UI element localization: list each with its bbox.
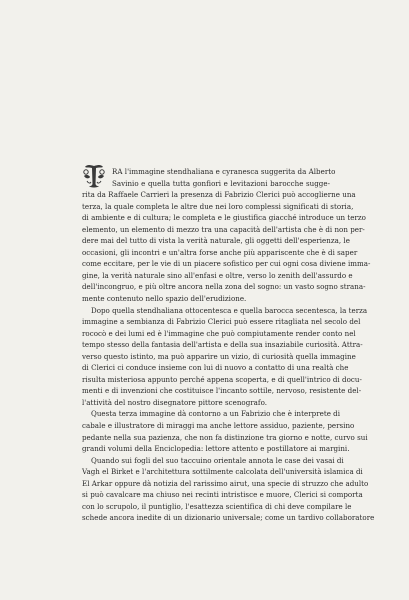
text-line: l'attività del nostro disegnatore pittore scenografo.	[82, 397, 268, 407]
text-line: mente contenuto nello spazio dell'erudizione.	[82, 294, 247, 304]
drop-cap-letter: T	[83, 164, 84, 165]
text-line: rococò e dei lumi ed è l'immagine che può compiutamente render conto nel	[82, 328, 356, 338]
body-text	[82, 166, 375, 524]
paragraph-2	[82, 305, 368, 409]
text-line: cabale e illustratore di miraggi ma anche lettore assiduo, paziente, persino	[82, 421, 355, 431]
text-line: grandi volumi della Enciclopedia: lettore attento e postillatore ai margini.	[82, 444, 350, 454]
text-line: di ambiente e di cultura; le completa e le giustifica giacché introduce un terzo	[82, 213, 366, 223]
text-line: dell'incongruo, e più oltre ancora nella zona del sogno: un vasto sogno strana-	[82, 282, 366, 292]
text-line: schede ancora inedite di un dizionario universale; come un tardivo collaboratore	[82, 513, 375, 523]
text-line: Vagh el Birket e l'architettura sottilmente calcolata dell'università islamica di	[82, 467, 363, 477]
text-line: gine, la verità naturale sino all'enfasi e oltre, verso lo zenith dell'assurdo e	[82, 270, 353, 280]
text-line: Dopo quella stendhaliana ottocentesca e quella barocca secentesca, la terza	[91, 305, 368, 315]
text-line: Questa terza immagine dà contorno a un Fabrizio che è interprete di	[91, 409, 341, 419]
text-line: occasioni, gli incontri e un'altra forse anche più appariscente che è di saper	[82, 247, 358, 257]
text-line: El Arkar oppure dà notizia del rarissimo airut, una specie di struzzo che adulto	[82, 478, 369, 488]
paragraph-1	[82, 166, 371, 305]
text-line: tempo stesso della fantasia dell'artista e della sua insaziabile curiosità. Attra-	[82, 340, 363, 350]
text-line: pedante nella sua pazienza, che non fa distinzione tra giorno e notte, curvo sui	[82, 432, 368, 442]
text-line: di Clerici ci conduce insieme con lui di nuovo a contatto di una realtà che	[82, 363, 349, 373]
text-line: si può cavalcare ma chiuso nei recinti intristisce e muore, Clerici si comporta	[82, 490, 363, 500]
text-line: con lo scrupolo, il puntiglio, l'esattezza scientifica di chi deve compilare le	[82, 501, 352, 511]
text-line: come eccitare, per le vie di un piacere sofistico per cui ogni cosa diviene imma-	[82, 259, 371, 269]
paragraph-4	[82, 455, 375, 524]
text-line: risulta misteriosa appunto perché appena scoperta, e di quell'intrico di docu-	[82, 374, 362, 384]
text-line: dere mai del tutto di vista la verità naturale, gli oggetti dell'esperienza, le	[82, 236, 350, 246]
text-line: verso questo istinto, ma può apparire un vizio, di curiosità quella immagine	[82, 351, 356, 361]
text-line: RA l'immagine stendhaliana e cyranesca suggerita da Alberto	[112, 167, 336, 176]
paragraph-3	[82, 408, 368, 454]
text-line: elemento, un elemento di mezzo tra una capacità dell'artista che è di non per-	[82, 224, 365, 234]
text-line: Savinio e quella tutta gonfiori e levitazioni barocche sugge-	[112, 178, 330, 188]
text-line: Quando sui fogli del suo taccuino orientale annota le case dei vasai di	[91, 455, 344, 465]
text-line: rita da Raffaele Carrieri la presenza di Fabrizio Clerici può accoglierne una	[82, 190, 356, 200]
text-line: menti e di invenzioni che costituisce l'incanto sottile, nervoso, resistente del-	[82, 386, 362, 396]
text-line: terza, la quale completa le altre due nei loro complessi significati di storia,	[82, 201, 354, 211]
text-line: immagine a sembianza di Fabrizio Clerici può essere ritagliata nel secolo del	[82, 317, 361, 327]
